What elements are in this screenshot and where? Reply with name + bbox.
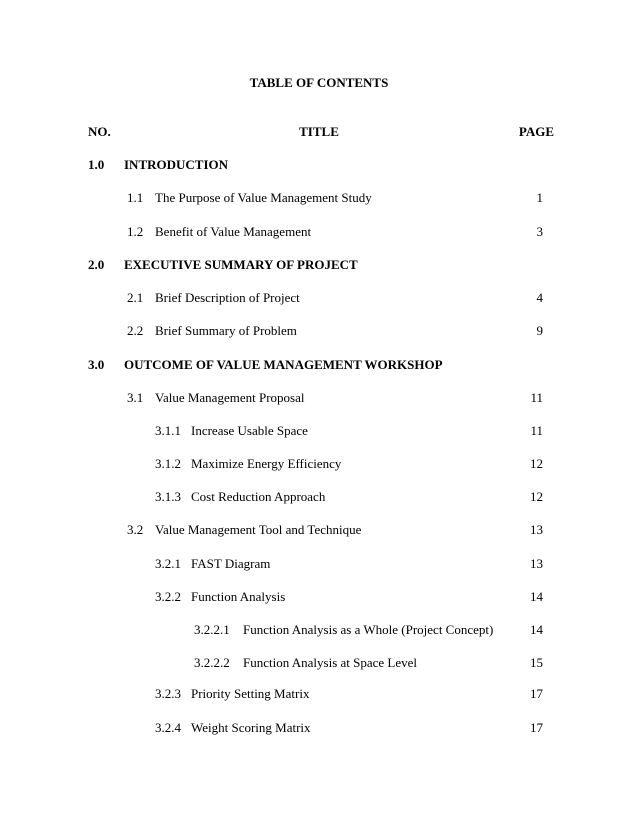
- entry-number: 3.2.3: [155, 686, 181, 701]
- section-title: OUTCOME OF VALUE MANAGEMENT WORKSHOP: [124, 357, 443, 372]
- entry-number: 3.2.1: [155, 556, 181, 571]
- entry-title: Value Management Proposal: [155, 390, 305, 405]
- entry-page: 12: [530, 489, 543, 504]
- section-title: EXECUTIVE SUMMARY OF PROJECT: [124, 257, 358, 272]
- entry-number: 3.1.2: [155, 456, 181, 471]
- entry-title: The Purpose of Value Management Study: [155, 190, 372, 205]
- section-number: 1.0: [88, 157, 105, 172]
- entry-title: Brief Description of Project: [155, 290, 300, 305]
- entry-page: 14: [530, 622, 543, 637]
- entry-page: 15: [530, 655, 543, 670]
- entry-page: 17: [530, 686, 543, 701]
- entry-title: Increase Usable Space: [191, 423, 308, 438]
- entry-title: FAST Diagram: [191, 556, 271, 571]
- entry-title: Cost Reduction Approach: [191, 489, 326, 504]
- entry-number: 3.1: [127, 390, 144, 405]
- entry-title: Priority Setting Matrix: [191, 686, 310, 701]
- entry-number: 3.2.2.1: [194, 622, 230, 637]
- entry-title: Weight Scoring Matrix: [191, 720, 311, 735]
- entry-page: 11: [530, 390, 543, 405]
- entry-page: 9: [536, 323, 543, 338]
- column-header-page: PAGE: [518, 124, 554, 139]
- entry-title: Function Analysis: [191, 589, 286, 604]
- entry-page: 13: [530, 556, 543, 571]
- entry-number: 3.1.1: [155, 423, 181, 438]
- entry-number: 3.2.4: [155, 720, 181, 735]
- entry-page: 3: [536, 224, 543, 239]
- entry-number: 2.2: [127, 323, 144, 338]
- toc-heading: TABLE OF CONTENTS: [249, 75, 389, 90]
- entry-page: 17: [530, 720, 543, 735]
- entry-page: 14: [530, 589, 543, 604]
- entry-title: Value Management Tool and Technique: [155, 522, 362, 537]
- entry-title: Brief Summary of Problem: [155, 323, 297, 338]
- section-title: INTRODUCTION: [124, 157, 229, 172]
- column-header-title: TITLE: [299, 124, 339, 139]
- section-number: 3.0: [88, 357, 105, 372]
- entry-page: 4: [536, 290, 543, 305]
- section-number: 2.0: [88, 257, 105, 272]
- entry-page: 12: [530, 456, 543, 471]
- entry-title: Maximize Energy Efficiency: [191, 456, 342, 471]
- entry-number: 3.2: [127, 522, 144, 537]
- entry-page: 1: [536, 190, 543, 205]
- entry-number: 3.1.3: [155, 489, 181, 504]
- column-header-no: NO.: [88, 124, 111, 139]
- entry-page: 11: [530, 423, 543, 438]
- entry-number: 1.1: [127, 190, 144, 205]
- entry-number: 1.2: [127, 224, 144, 239]
- entry-number: 3.2.2.2: [194, 655, 230, 670]
- entry-number: 3.2.2: [155, 589, 181, 604]
- entry-title: Benefit of Value Management: [155, 224, 312, 239]
- entry-title: Function Analysis as a Whole (Project Concept): [243, 622, 494, 637]
- entry-title: Function Analysis at Space Level: [243, 655, 418, 670]
- entry-number: 2.1: [127, 290, 144, 305]
- entry-page: 13: [530, 522, 543, 537]
